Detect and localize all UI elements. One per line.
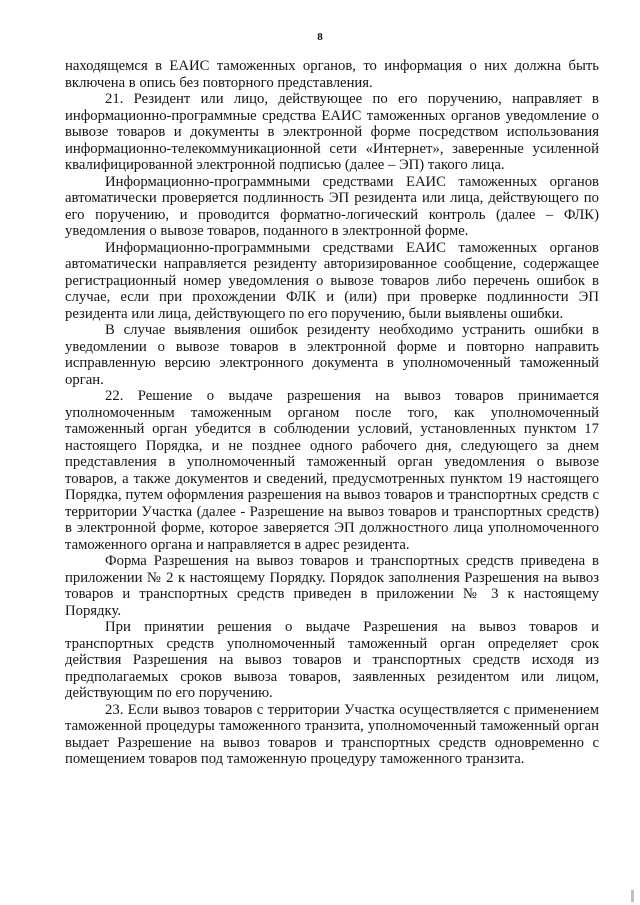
page-number: 8 bbox=[317, 31, 323, 43]
scan-edge-mark bbox=[631, 890, 634, 902]
paragraph-item-21: 21. Резидент или лицо, действующее по его поручению, направляет в информационно-программные средства ЕАИС таможенных органов уведомление о вывозе товаров и документы в электронной форме посредством использования информационно-телекоммуникационной сети «Интернет», заверенные усиленной квалифицированной электронной подписью (далее – ЭП) такого лица. bbox=[65, 91, 599, 173]
document-body bbox=[65, 58, 599, 768]
paragraph-item-22: 22. Решение о выдаче разрешения на вывоз товаров принимается уполномоченным таможенным органом после того, как уполномоченный таможенный орган убедится в соблюдении условий, установленных пунктом 17 настоящего Порядка, и не позднее одного рабочего дня, следующего за днем представления в уполномоченный таможенный орган уведомления о вывозе товаров, а также документов и сведений, предусмотренных пунктом 19 настоящего Порядка, путем оформления разрешения на вывоз товаров и транспортных средств с территории Участка (далее - Разрешение на вывоз товаров и транспортных средств) в электронной форме, которое заверяется ЭП должностного лица уполномоченного таможенного органа и направляется в адрес резидента. bbox=[65, 388, 599, 553]
paragraph-item-23: 23. Если вывоз товаров с территории Участка осуществляется с применением таможенной процедуры таможенного транзита, уполномоченный таможенный орган выдает Разрешение на вывоз товаров и транспортных средств одновременно с помещением товаров под таможенную процедуру таможенного транзита. bbox=[65, 701, 599, 767]
paragraph-error-fix: В случае выявления ошибок резиденту необходимо устранить ошибки в уведомлении о вывозе товаров в электронной форме и повторно направить исправленную версию электронного документа в уполномоченный таможенный орган. bbox=[65, 322, 599, 388]
paragraph-permit-term: При принятии решения о выдаче Разрешения на вывоз товаров и транспортных средств уполномоченный таможенный орган определяет срок действия Разрешения на вывоз товаров и транспортных средств исходя из предполагаемых сроков вывоза товаров, заявленных резидентом или лицом, действующим по его поручению. bbox=[65, 619, 599, 701]
paragraph-auto-message: Информационно-программными средствами ЕАИС таможенных органов автоматически направляется резиденту авторизированное сообщение, содержащее регистрационный номер уведомления о вывозе товаров либо перечень ошибок в случае, если при прохождении ФЛК и (или) при проверке подлинности ЭП резидента или лица, действующего по его поручению, были выявлены ошибки. bbox=[65, 239, 599, 322]
paragraph-continuation: находящемся в ЕАИС таможенных органов, то информация о них должна быть включена в опись без повторного представления. bbox=[65, 58, 599, 91]
paragraph-permit-form: Форма Разрешения на вывоз товаров и транспортных средств приведена в приложении № 2 к настоящему Порядку. Порядок заполнения Разрешения на вывоз товаров и транспортных средств приведен в приложении № 3 к настоящему Порядку. bbox=[65, 553, 599, 619]
paragraph-signature-check: Информационно-программными средствами ЕАИС таможенных органов автоматически проверяется подлинность ЭП резидента или лица, действующего по его поручению, и проводится форматно-логический контроль (далее – ФЛК) уведомления о вывозе товаров, поданного в электронной форме. bbox=[65, 173, 599, 239]
